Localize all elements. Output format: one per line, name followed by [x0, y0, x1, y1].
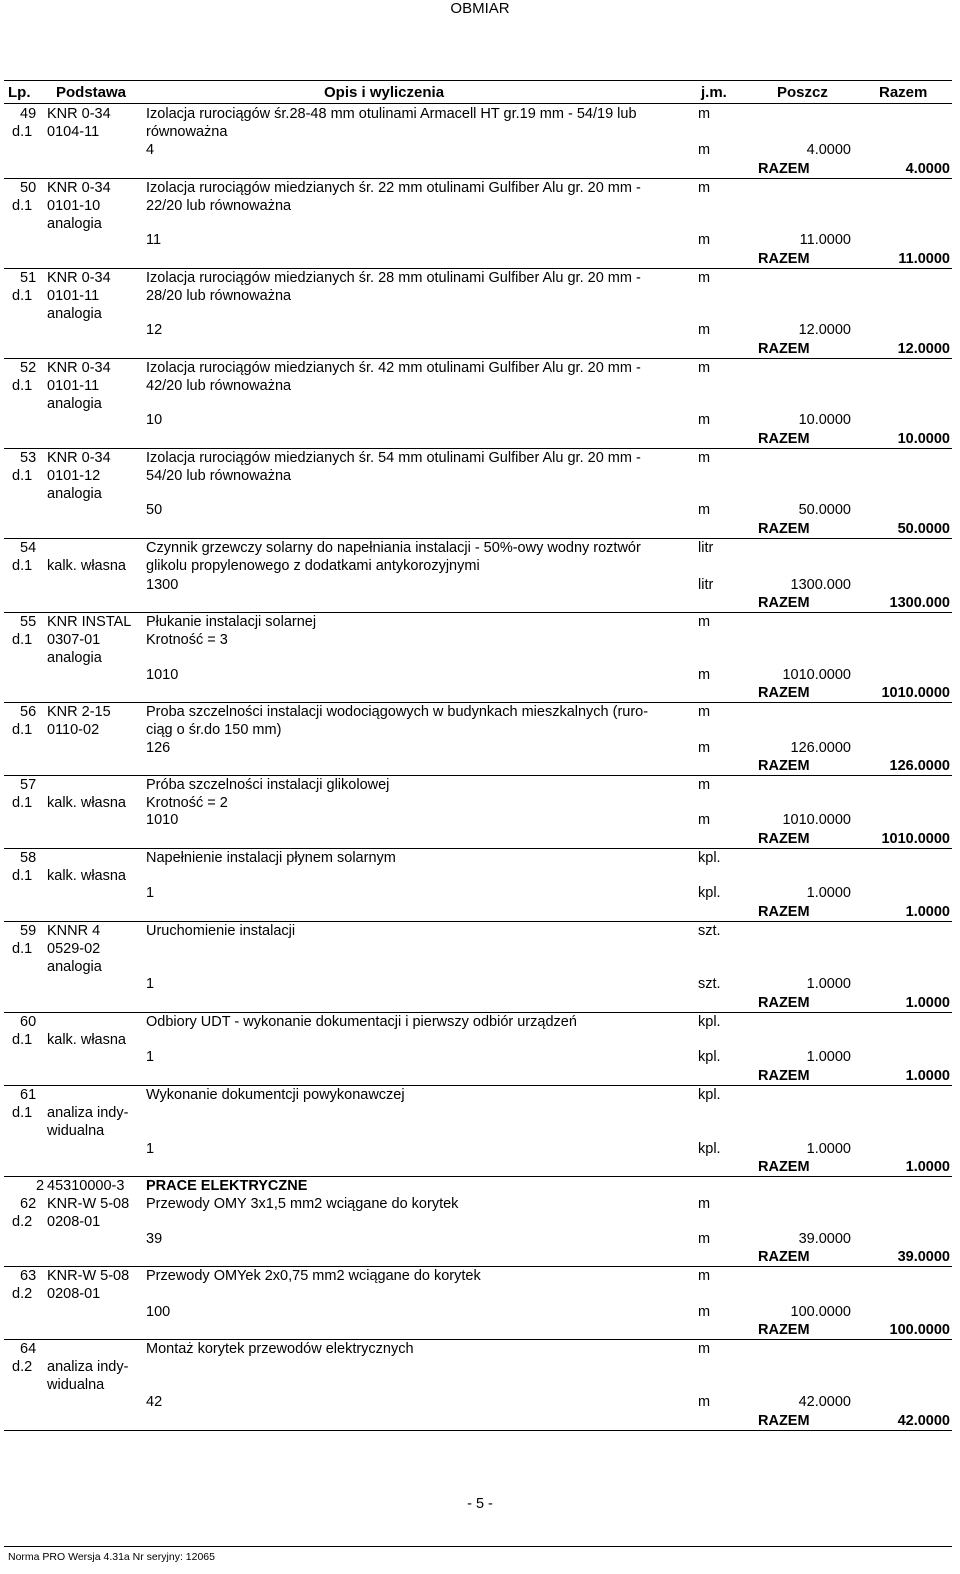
row-lp: 52 — [20, 360, 37, 376]
header-podstawa: Podstawa — [56, 84, 127, 101]
row-calc-unit: kpl. — [698, 885, 721, 901]
row-lp: 55 — [20, 614, 37, 630]
row-lp: d.1 — [12, 868, 33, 884]
row-razem-label: RAZEM — [758, 1068, 810, 1084]
row-calc-unit: kpl. — [698, 1141, 721, 1157]
row-razem-value: 11.0000 — [898, 251, 950, 267]
row-poszcz-value: 1.0000 — [806, 976, 851, 992]
row-razem-label: RAZEM — [758, 685, 810, 701]
row-calc-quantity: 1300 — [146, 577, 179, 593]
row-description: Krotność = 2 — [146, 795, 228, 811]
row-podstawa: KNR 0-34 — [47, 270, 111, 286]
row-podstawa: 0101-12 — [47, 468, 101, 484]
row-lp: 60 — [20, 1014, 37, 1030]
row-calc-quantity: 126 — [146, 740, 171, 756]
row-calc-unit: m — [698, 1304, 711, 1320]
row-calc-unit: m — [698, 142, 711, 158]
row-podstawa: analogia — [47, 396, 102, 412]
row-poszcz-value: 39.0000 — [798, 1231, 851, 1247]
row-podstawa: analogia — [47, 306, 102, 322]
row-razem-value: 1010.0000 — [881, 831, 950, 847]
row-podstawa: KNR 0-34 — [47, 106, 111, 122]
row-razem-label: RAZEM — [758, 431, 810, 447]
row-unit: kpl. — [698, 1014, 721, 1030]
row-calc-quantity: 100 — [146, 1304, 171, 1320]
row-podstawa: 0529-02 — [47, 941, 101, 957]
row-razem-label: RAZEM — [758, 341, 810, 357]
row-description: ciąg o śr.do 150 mm) — [146, 722, 282, 738]
header-top-rule — [4, 80, 952, 81]
row-description: 22/20 lub równoważna — [146, 198, 292, 214]
row-podstawa: KNR 0-34 — [47, 360, 111, 376]
row-unit: m — [698, 360, 711, 376]
row-lp: 54 — [20, 540, 37, 556]
row-razem-label: RAZEM — [758, 831, 810, 847]
row-calc-quantity: 1 — [146, 1141, 155, 1157]
row-razem-value: 4.0000 — [905, 161, 950, 177]
row-razem-label: RAZEM — [758, 1322, 810, 1338]
row-calc-unit: m — [698, 812, 711, 828]
row-calc-quantity: 39 — [146, 1231, 163, 1247]
row-poszcz-value: 10.0000 — [798, 412, 851, 428]
row-calc-unit: m — [698, 1394, 711, 1410]
row-razem-value: 1.0000 — [905, 1159, 950, 1175]
row-podstawa: 0104-11 — [47, 124, 100, 140]
row-calc-unit: m — [698, 667, 711, 683]
row-calc-quantity: 12 — [146, 322, 163, 338]
row-poszcz-value: 1010.0000 — [782, 812, 851, 828]
row-podstawa: widualna — [47, 1377, 105, 1393]
row-razem-value: 1010.0000 — [881, 685, 950, 701]
section-lp: 2 — [36, 1178, 45, 1194]
row-lp: d.1 — [12, 722, 33, 738]
row-lp: 64 — [20, 1341, 37, 1357]
page-title: OBMIAR — [450, 0, 510, 17]
row-poszcz-value: 1.0000 — [806, 1141, 851, 1157]
row-podstawa: KNR 0-34 — [47, 180, 111, 196]
row-unit: m — [698, 1268, 711, 1284]
row-description: glikolu propylenowego z dodatkami antykorozyjnymi — [146, 558, 480, 574]
row-lp: 63 — [20, 1268, 37, 1284]
row-lp: 49 — [20, 106, 37, 122]
row-poszcz-value: 12.0000 — [798, 322, 851, 338]
row-lp: d.1 — [12, 558, 33, 574]
row-divider — [4, 1430, 952, 1431]
row-calc-quantity: 11 — [146, 232, 162, 248]
row-description: równoważna — [146, 124, 228, 140]
header-opis: Opis i wyliczenia — [324, 84, 445, 101]
row-lp: d.1 — [12, 1032, 33, 1048]
row-podstawa: KNR 2-15 — [47, 704, 111, 720]
row-podstawa: kalk. własna — [47, 1032, 126, 1048]
row-podstawa: analogia — [47, 216, 102, 232]
row-lp: 56 — [20, 704, 37, 720]
row-unit: m — [698, 777, 711, 793]
row-description: Izolacja rurociągów śr.28-48 mm otulinami Armacell HT gr.19 mm - 54/19 lub — [146, 106, 637, 122]
row-poszcz-value: 4.0000 — [806, 142, 851, 158]
row-lp: 57 — [20, 777, 37, 793]
row-calc-unit: m — [698, 232, 711, 248]
row-razem-value: 42.0000 — [897, 1413, 950, 1429]
row-lp: d.1 — [12, 378, 33, 394]
row-description: Izolacja rurociągów miedzianych śr. 22 mm otulinami Gulfiber Alu gr. 20 mm - — [146, 180, 641, 196]
row-calc-quantity: 1010 — [146, 667, 179, 683]
row-poszcz-value: 1.0000 — [806, 885, 851, 901]
row-lp: d.1 — [12, 941, 33, 957]
row-podstawa: analogia — [47, 650, 102, 666]
row-poszcz-value: 1.0000 — [806, 1049, 851, 1065]
row-unit: m — [698, 180, 711, 196]
row-razem-value: 10.0000 — [897, 431, 950, 447]
row-razem-label: RAZEM — [758, 904, 810, 920]
row-description: Przewody OMYek 2x0,75 mm2 wciągane do korytek — [146, 1268, 481, 1284]
row-podstawa: kalk. własna — [47, 795, 126, 811]
header-razem: Razem — [879, 84, 928, 101]
row-unit: m — [698, 1196, 711, 1212]
table-header — [4, 84, 952, 102]
page-number: - 5 - — [467, 1496, 493, 1512]
row-podstawa: analiza indy- — [47, 1105, 129, 1121]
row-podstawa: KNNR 4 — [47, 923, 101, 939]
row-lp: 51 — [20, 270, 37, 286]
row-lp: d.1 — [12, 198, 33, 214]
row-calc-quantity: 1010 — [146, 812, 179, 828]
row-lp: d.2 — [12, 1286, 33, 1302]
row-unit: litr — [698, 540, 714, 556]
row-razem-value: 12.0000 — [897, 341, 950, 357]
row-razem-label: RAZEM — [758, 161, 810, 177]
row-podstawa: widualna — [47, 1123, 105, 1139]
row-lp: d.2 — [12, 1214, 33, 1230]
row-podstawa: analogia — [47, 959, 102, 975]
row-calc-quantity: 1 — [146, 885, 155, 901]
row-lp: 59 — [20, 923, 37, 939]
row-razem-label: RAZEM — [758, 1159, 810, 1175]
row-description: Krotność = 3 — [146, 632, 228, 648]
row-podstawa: 0101-11 — [47, 378, 100, 394]
row-unit: kpl. — [698, 1087, 721, 1103]
section-code: 45310000-3 — [47, 1178, 125, 1194]
header-jm: j.m. — [701, 84, 727, 101]
row-unit: m — [698, 1341, 711, 1357]
row-podstawa: 0101-11 — [47, 288, 100, 304]
row-calc-quantity: 4 — [146, 142, 155, 158]
row-description: Montaż korytek przewodów elektrycznych — [146, 1341, 414, 1357]
row-poszcz-value: 42.0000 — [798, 1394, 851, 1410]
row-podstawa: 0208-01 — [47, 1286, 101, 1302]
row-description: Czynnik grzewczy solarny do napełniania instalacji - 50%-owy wodny roztwór — [146, 540, 641, 556]
row-calc-unit: szt. — [698, 976, 721, 992]
row-calc-quantity: 10 — [146, 412, 163, 428]
row-description: Płukanie instalacji solarnej — [146, 614, 317, 630]
row-lp: d.1 — [12, 288, 33, 304]
row-razem-value: 1.0000 — [905, 904, 950, 920]
row-description: Proba szczelności instalacji wodociągowych w budynkach mieszkalnych (ruro- — [146, 704, 649, 720]
row-lp: 62 — [20, 1196, 37, 1212]
header-bottom-rule — [4, 103, 952, 104]
row-podstawa: kalk. własna — [47, 558, 126, 574]
row-podstawa: kalk. własna — [47, 868, 126, 884]
row-unit: szt. — [698, 923, 721, 939]
row-description: Próba szczelności instalacji glikolowej — [146, 777, 390, 793]
row-lp: d.1 — [12, 632, 33, 648]
row-razem-value: 1300.000 — [889, 595, 950, 611]
header-lp: Lp. — [8, 84, 31, 101]
row-description: Izolacja rurociągów miedzianych śr. 54 mm otulinami Gulfiber Alu gr. 20 mm - — [146, 450, 641, 466]
row-unit: kpl. — [698, 850, 721, 866]
row-description: Uruchomienie instalacji — [146, 923, 296, 939]
row-razem-value: 126.0000 — [889, 758, 950, 774]
row-lp: d.1 — [12, 468, 33, 484]
row-lp: 61 — [20, 1087, 37, 1103]
row-calc-unit: m — [698, 1231, 711, 1247]
row-calc-unit: m — [698, 502, 711, 518]
row-razem-label: RAZEM — [758, 251, 810, 267]
row-razem-label: RAZEM — [758, 595, 810, 611]
row-description: 28/20 lub równoważna — [146, 288, 292, 304]
row-poszcz-value: 1300.000 — [790, 577, 851, 593]
row-calc-unit: m — [698, 412, 711, 428]
row-description: Odbiory UDT - wykonanie dokumentacji i pierwszy odbiór urządzeń — [146, 1014, 577, 1030]
row-podstawa: 0110-02 — [47, 722, 100, 738]
row-unit: m — [698, 106, 711, 122]
row-razem-value: 1.0000 — [905, 1068, 950, 1084]
row-poszcz-value: 50.0000 — [798, 502, 851, 518]
footer-rule — [4, 1546, 952, 1547]
row-lp: d.1 — [12, 124, 33, 140]
header-poszcz: Poszcz — [777, 84, 828, 101]
row-unit: m — [698, 270, 711, 286]
row-podstawa: 0307-01 — [47, 632, 101, 648]
row-podstawa: KNR-W 5-08 — [47, 1196, 130, 1212]
row-calc-quantity: 1 — [146, 976, 155, 992]
row-calc-unit: m — [698, 322, 711, 338]
row-razem-value: 100.0000 — [889, 1322, 950, 1338]
row-description: Izolacja rurociągów miedzianych śr. 42 mm otulinami Gulfiber Alu gr. 20 mm - — [146, 360, 641, 376]
row-razem-label: RAZEM — [758, 758, 810, 774]
row-lp: d.1 — [12, 1105, 33, 1121]
row-lp: 53 — [20, 450, 37, 466]
row-lp: 58 — [20, 850, 37, 866]
row-razem-label: RAZEM — [758, 1249, 810, 1265]
row-poszcz-value: 100.0000 — [790, 1304, 851, 1320]
row-podstawa: 0208-01 — [47, 1214, 101, 1230]
row-podstawa: analiza indy- — [47, 1359, 129, 1375]
row-razem-label: RAZEM — [758, 1413, 810, 1429]
row-calc-quantity: 42 — [146, 1394, 163, 1410]
row-description: 54/20 lub równoważna — [146, 468, 292, 484]
software-version: Norma PRO Wersja 4.31a Nr seryjny: 12065 — [8, 1551, 215, 1563]
row-unit: m — [698, 614, 711, 630]
row-podstawa: KNR INSTAL — [47, 614, 132, 630]
row-razem-label: RAZEM — [758, 521, 810, 537]
row-description: Izolacja rurociągów miedzianych śr. 28 mm otulinami Gulfiber Alu gr. 20 mm - — [146, 270, 641, 286]
row-razem-value: 50.0000 — [897, 521, 950, 537]
row-calc-quantity: 50 — [146, 502, 163, 518]
row-description: Napełnienie instalacji płynem solarnym — [146, 850, 396, 866]
row-unit: m — [698, 704, 711, 720]
row-razem-label: RAZEM — [758, 995, 810, 1011]
row-poszcz-value: 11.0000 — [799, 232, 851, 248]
row-lp: d.2 — [12, 1359, 33, 1375]
row-razem-value: 1.0000 — [905, 995, 950, 1011]
row-lp: 50 — [20, 180, 37, 196]
row-description: Przewody OMY 3x1,5 mm2 wciągane do korytek — [146, 1196, 459, 1212]
row-podstawa: KNR-W 5-08 — [47, 1268, 130, 1284]
row-unit: m — [698, 450, 711, 466]
row-description: Wykonanie dokumentcji powykonawczej — [146, 1087, 405, 1103]
row-podstawa: analogia — [47, 486, 102, 502]
row-calc-unit: kpl. — [698, 1049, 721, 1065]
row-poszcz-value: 1010.0000 — [782, 667, 851, 683]
row-calc-unit: m — [698, 740, 711, 756]
row-podstawa: 0101-10 — [47, 198, 101, 214]
row-calc-unit: litr — [698, 577, 714, 593]
row-razem-value: 39.0000 — [897, 1249, 950, 1265]
row-poszcz-value: 126.0000 — [790, 740, 851, 756]
row-description: 42/20 lub równoważna — [146, 378, 292, 394]
row-calc-quantity: 1 — [146, 1049, 155, 1065]
row-lp: d.1 — [12, 795, 33, 811]
section-title: PRACE ELEKTRYCZNE — [146, 1178, 308, 1194]
row-podstawa: KNR 0-34 — [47, 450, 111, 466]
